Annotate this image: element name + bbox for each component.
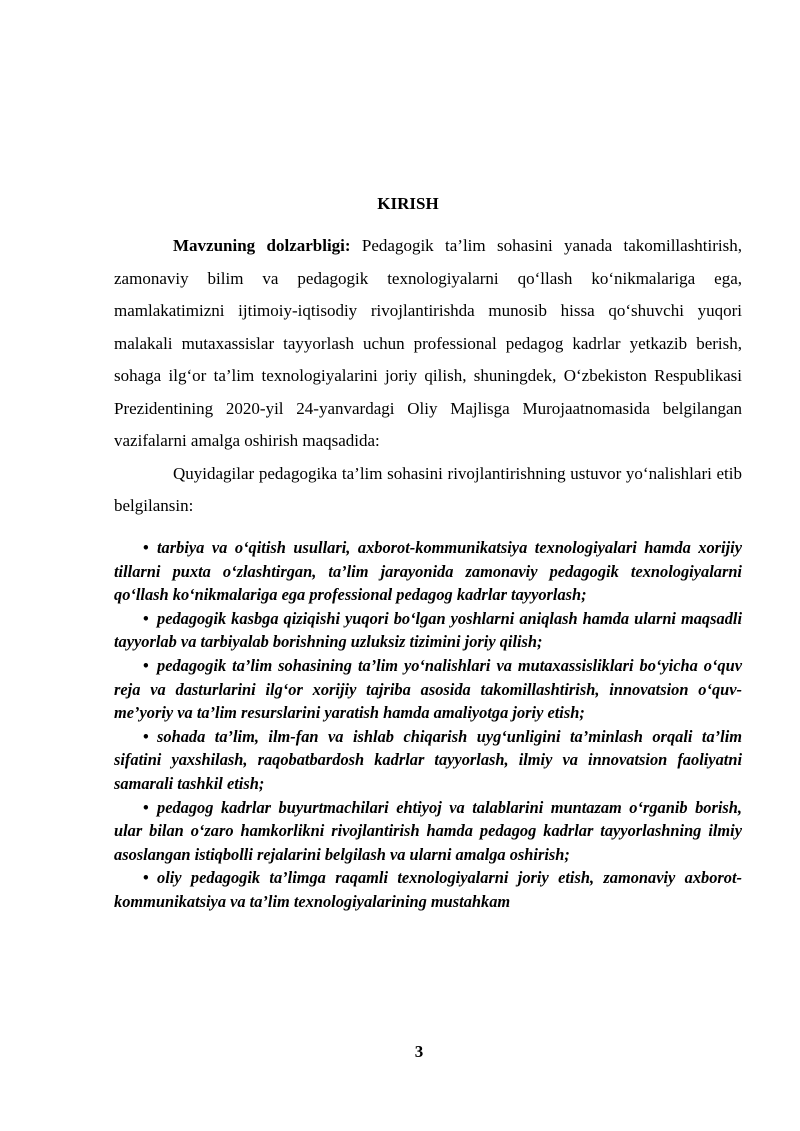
list-item (114, 654, 742, 725)
list-item (114, 866, 742, 913)
intro-paragraph (114, 230, 742, 458)
lead-text: Pedagogik ta’lim sohasini yanada takomillashtirish, zamonaviy bilim va pedagogik texnologiyalarni qo‘llash ko‘nikmalariga ega, mamlakatimizni ijtimoiy-iqtisodiy rivojlantirishda munosib hissa qo‘shuvchi yuqori malakali mutaxassislar tayyorlash uchun professional pedagog kadrlar yetkazib berish, sohaga ilg‘or ta’lim texnologiyalarini joriy qilish, shuningdek, O‘zbekiston Respublikasi Prezidentining 2020-yil 24-yanvardagi Oliy Majlisga Murojaatnomasida belgilangan vazifalarni amalga oshirish maqsadida: (114, 236, 743, 450)
second-paragraph: Quyidagilar pedagogika ta’lim sohasini rivojlantirishning ustuvor yo‘nalishlari etib belgilansin: (114, 463, 742, 515)
list-item (114, 796, 742, 867)
list-item-text: pedagog kadrlar buyurtmachilari ehtiyoj va talablarini muntazam o‘rganib borish, ular bilan o‘zaro hamkorlikni rivojlantirish hamda pedagog kadrlar tayyorlashning ilmiy asoslangan istiqbolli rejalarini belgilash va ularni amalga oshirish; (114, 797, 742, 864)
list-item (114, 725, 742, 796)
bullet-icon: • (143, 868, 149, 888)
intro-text (114, 230, 742, 523)
bullet-list (114, 536, 742, 914)
list-item (114, 607, 742, 654)
bullet-icon: • (143, 797, 149, 817)
lead-label: Mavzuning dolzarbligi: (173, 236, 351, 255)
bullet-icon: • (143, 608, 149, 628)
page-number: 3 (414, 1042, 424, 1061)
bullet-icon: • (143, 538, 149, 557)
bullet-icon: • (143, 726, 149, 746)
section-heading: KIRISH (377, 194, 439, 213)
list-item-text: pedagogik kasbga qiziqishi yuqori bo‘lgan yoshlarni aniqlash hamda ularni maqsadli tayyorlab va tarbiyalab borishning uzluksiz tizimini joriy qilish; (114, 608, 742, 652)
list-item-text: tarbiya va o‘qitish usullari, axborot-kommunikatsiya texnologiyalari hamda xorijiy tillarni puxta o‘zlashtirgan, ta’lim jarayonida zamonaviy pedagogik texnologiyalarni qo‘llash ko‘nikmalariga ega professional pedagog kadrlar tayyorlash; (114, 538, 742, 605)
list-item (114, 536, 742, 607)
list-item-text: sohada ta’lim, ilm-fan va ishlab chiqarish uyg‘unligini ta’minlash orqali ta’lim sifatini yaxshilash, raqobatbardosh kadrlar tayyorlash, ilmiy va innovatsion faoliyatni samarali tashkil etish; (114, 726, 742, 793)
list-item-text: oliy pedagogik ta’limga raqamli texnologiyalarni joriy etish, zamonaviy axborot-kommunikatsiya va ta’lim texnologiyalarining mustahkam (114, 868, 742, 911)
list-item-text: pedagogik ta’lim sohasining ta’lim yo‘nalishlari va mutaxassisliklari bo‘yicha o‘quv reja va dasturlarini ilg‘or xorijiy tajriba asosida takomillashtirish, innovatsion o‘quv-me’yoriy va ta’lim resurslarini yaratish hamda amaliyotga joriy etish; (114, 655, 742, 723)
bullet-icon: • (143, 655, 149, 675)
